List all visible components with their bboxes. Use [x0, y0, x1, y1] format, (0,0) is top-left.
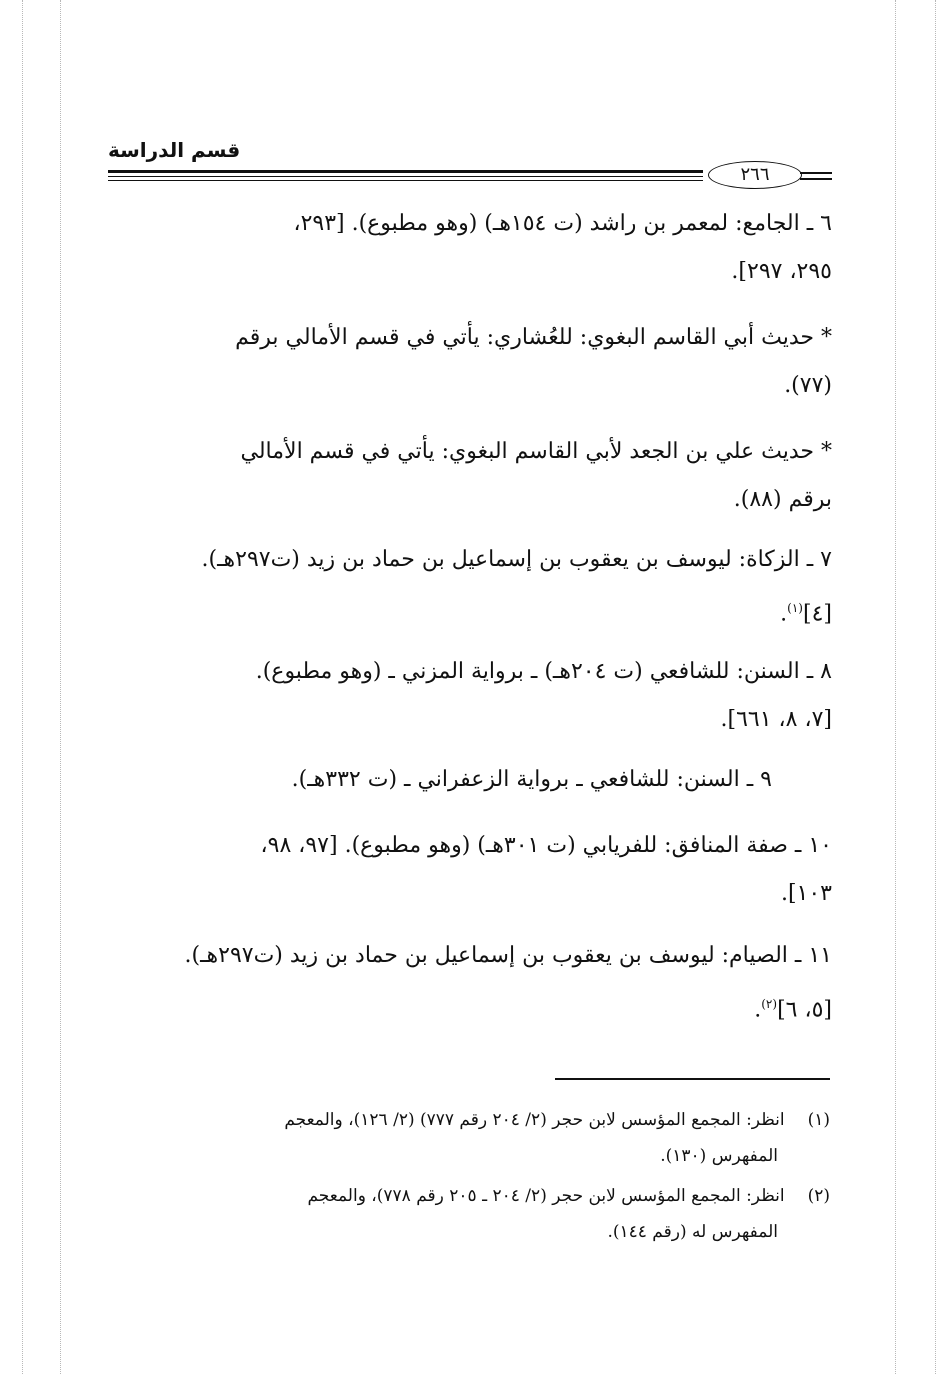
entry-7	[112, 536, 832, 638]
margin-guide	[895, 0, 896, 1374]
header-rule	[108, 170, 703, 173]
entry-line: * حديث أبي القاسم البغوي: للعُشاري: يأتي في قسم الأمالي برقم	[235, 325, 832, 350]
footnote-ref[interactable]: (١)	[787, 601, 803, 615]
footnote-number: (١)	[807, 1110, 830, 1130]
margin-guide	[22, 0, 23, 1374]
footnote-text: انظر: المجمع المؤسس لابن حجر (٢/ ٢٠٤ ـ ٢٠٥ رقم ٧٧٨)، والمعجم	[307, 1186, 785, 1206]
entry-line: ٨ ـ السنن: للشافعي (ت ٢٠٤هـ) ـ برواية المزني ـ (وهو مطبوع).	[255, 659, 832, 684]
entry-line: ١١ ـ الصيام: ليوسف بن يعقوب بن إسماعيل بن حماد بن زيد (ت٢٩٧هـ).	[184, 943, 832, 968]
footnote-separator	[555, 1078, 830, 1080]
entry-line: ٦ ـ الجامع: لمعمر بن راشد (ت ١٥٤هـ) (وهو مطبوع). [٢٩٣،	[293, 211, 832, 236]
header-rule	[108, 180, 703, 181]
footnote-ref[interactable]: (٢)	[761, 997, 778, 1011]
footnote-text: المفهرس (١٣٠).	[660, 1146, 778, 1166]
footnote-1	[108, 1102, 830, 1174]
section-title: قسم الدراسة	[108, 138, 241, 162]
entry-10	[112, 822, 832, 918]
entry-line: [٧، ٨، ٦٦١].	[720, 707, 832, 732]
entry-line: ١٠٣].	[780, 881, 832, 906]
entry-9	[112, 756, 832, 804]
footnote-text: المفهرس له (رقم ١٤٤).	[607, 1222, 778, 1242]
footnote-text: انظر: المجمع المؤسس لابن حجر (٢/ ٢٠٤ رقم ٧٧٧) (٢/ ١٢٦)، والمعجم	[284, 1110, 785, 1130]
entry-baghawi-hadith	[112, 314, 832, 410]
entry-line: [٤]$^{(١)}$.	[780, 601, 832, 627]
entry-line: ٢٩٥، ٢٩٧].	[731, 259, 832, 284]
entry-line: ٧ ـ الزكاة: ليوسف بن يعقوب بن إسماعيل بن حماد بن زيد (ت٢٩٧هـ).	[201, 547, 832, 572]
entry-line: (٧٧).	[784, 373, 832, 398]
margin-guide	[60, 0, 61, 1374]
header-rule	[108, 176, 703, 177]
entry-line: ١٠ ـ صفة المنافق: للفريابي (ت ٣٠١هـ) (وهو مطبوع). [٩٧، ٩٨،	[260, 833, 832, 858]
page-number: ٢٦٦	[708, 161, 802, 189]
entry-8	[112, 648, 832, 744]
entry-line: [٥، ٦]$^{(٢)}$.	[754, 997, 832, 1023]
footnote-2	[108, 1178, 830, 1250]
entry-line: * حديث علي بن الجعد لأبي القاسم البغوي: يأتي في قسم الأمالي	[240, 439, 832, 464]
entry-line: ٩ ـ السنن: للشافعي ـ برواية الزعفراني ـ (ت ٣٣٢هـ).	[291, 767, 772, 792]
entry-6	[112, 200, 832, 296]
entry-line: برقم (٨٨).	[733, 487, 832, 512]
entry-ali-ibn-aljad	[112, 428, 832, 524]
margin-guide	[935, 0, 936, 1374]
footnote-number: (٢)	[807, 1186, 830, 1206]
header-rule	[800, 178, 832, 180]
header-rule	[800, 172, 832, 174]
entry-11	[112, 932, 832, 1034]
